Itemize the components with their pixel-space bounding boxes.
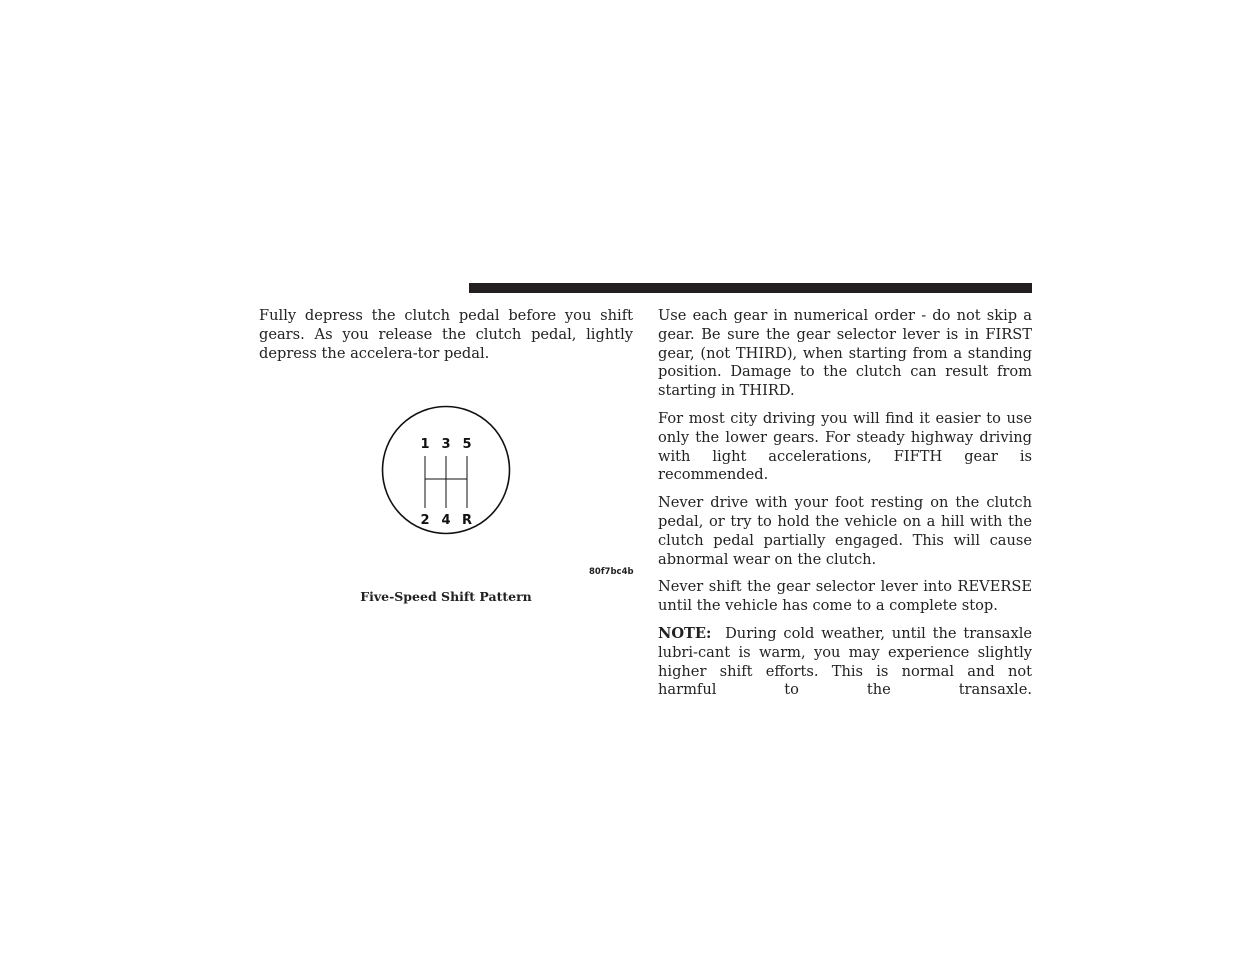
right-column bbox=[658, 307, 1032, 709]
section-header-bar bbox=[469, 283, 1032, 293]
figure-caption: Five-Speed Shift Pattern bbox=[360, 589, 532, 604]
left-column bbox=[259, 307, 633, 372]
reverse-paragraph: Never shift the gear selector lever into REVERSE until the vehicle has come to a complete stop. bbox=[658, 578, 1032, 615]
gear-label-1: 1 bbox=[420, 437, 430, 452]
note-label: NOTE: bbox=[658, 624, 712, 642]
gear-order-paragraph: Use each gear in numerical order - do not skip a gear. Be sure the gear selector lever is in FIRST gear, (not THIRD), when starting from a standing position. Damage to the clutch can result from starting in THIRD. bbox=[658, 307, 1032, 400]
gear-label-3: 3 bbox=[441, 437, 451, 452]
clutch-wear-paragraph: Never drive with your foot resting on the clutch pedal, or try to hold the vehicle on a hill with the clutch pedal partially engaged. This will cause abnormal wear on the clutch. bbox=[658, 494, 1032, 568]
figure-code: 80f7bc4b bbox=[589, 567, 634, 577]
shift-pattern-diagram bbox=[380, 404, 512, 536]
gear-label-4: 4 bbox=[441, 513, 451, 528]
shift-pattern-figure bbox=[259, 395, 633, 615]
city-driving-paragraph: For most city driving you will find it easier to use only the lower gears. For steady highway driving with light accelerations, FIFTH gear is recommended. bbox=[658, 409, 1032, 484]
note-paragraph bbox=[658, 625, 1032, 700]
note-text: During cold weather, until the transaxle lubri-cant is warm, you may experience slightly higher shift efforts. This is normal and not harmful to the transaxle. bbox=[658, 624, 1033, 699]
gear-label-2: 2 bbox=[420, 513, 430, 528]
gear-label-5: 5 bbox=[462, 437, 472, 452]
intro-paragraph: Fully depress the clutch pedal before you shift gears. As you release the clutch pedal, lightly depress the accelera-tor pedal. bbox=[259, 307, 633, 362]
gear-label-r: R bbox=[461, 513, 473, 528]
